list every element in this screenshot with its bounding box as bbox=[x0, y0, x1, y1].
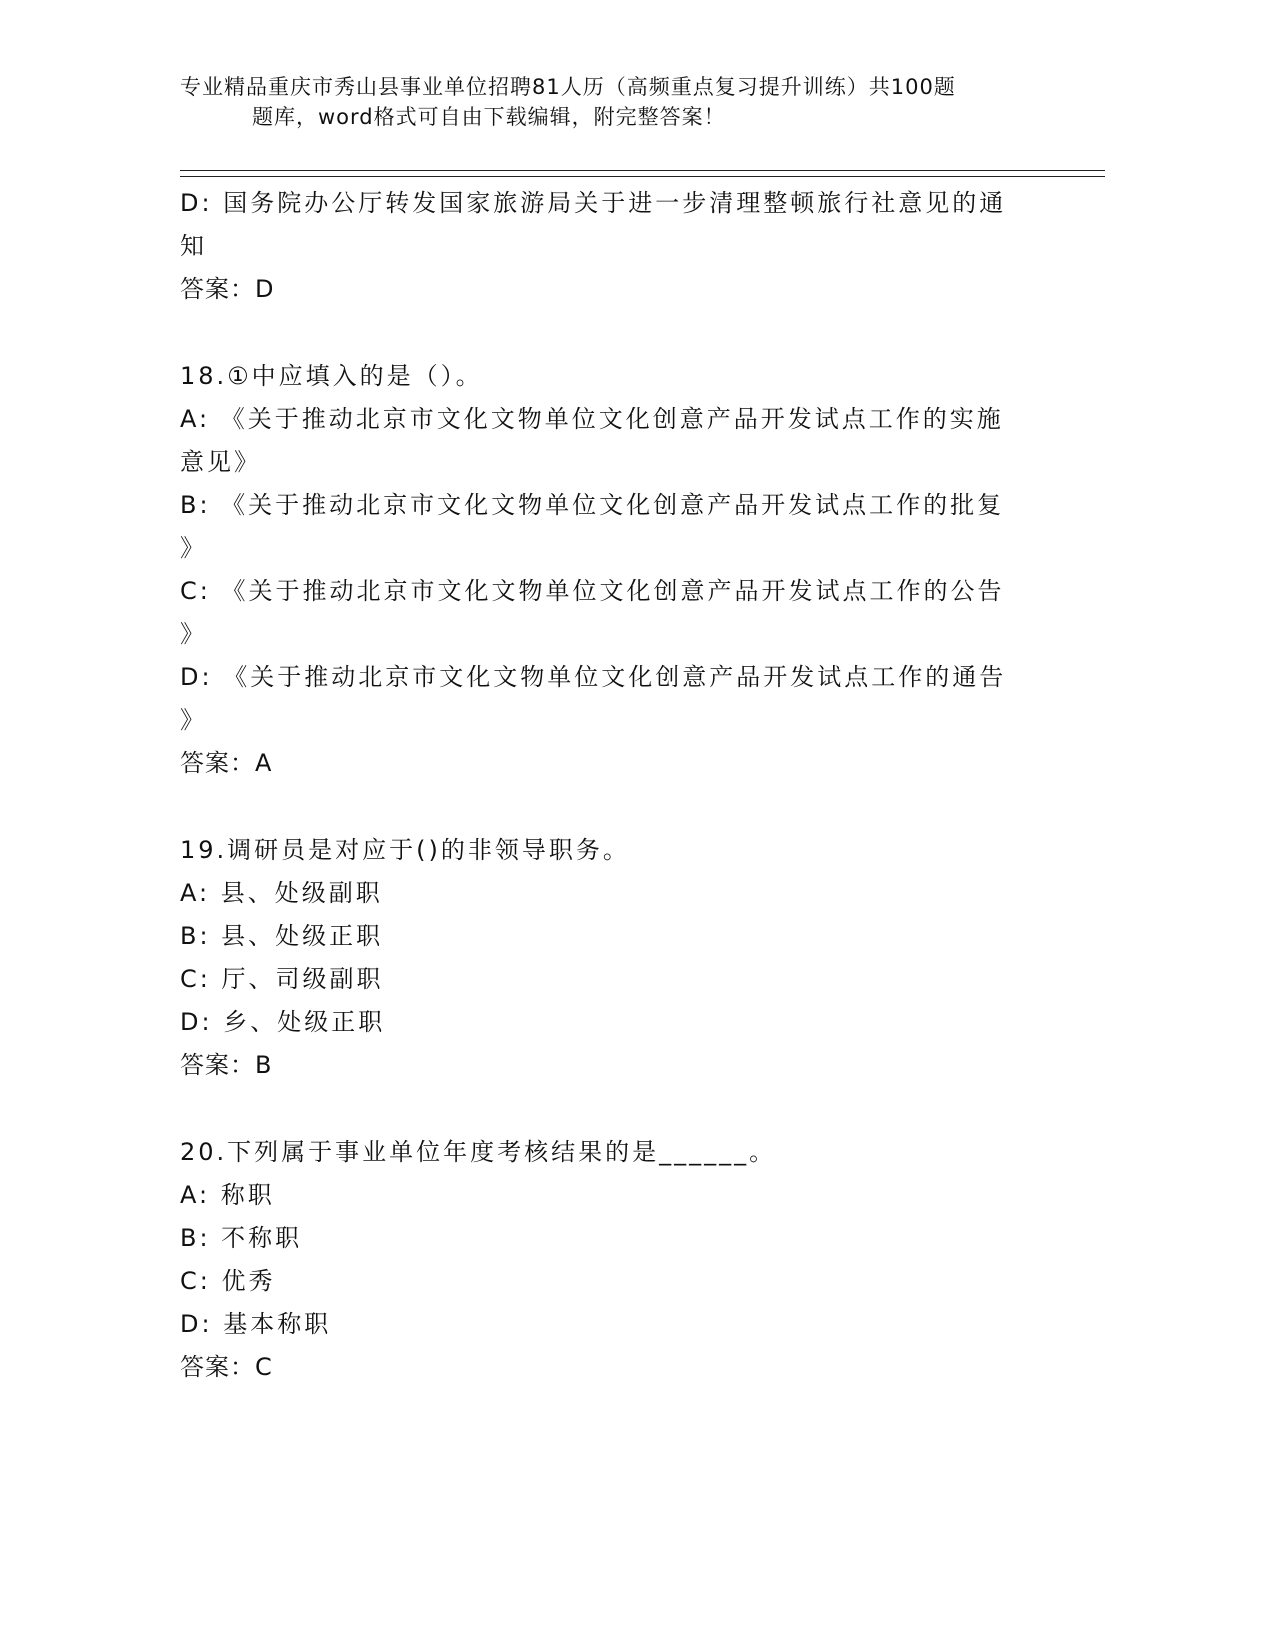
option-d-line2: 》 bbox=[180, 706, 207, 734]
header-divider-bottom bbox=[180, 176, 1105, 177]
option-a-line1: A: 《关于推动北京市文化文物单位文化创意产品开发试点工作的实施 bbox=[180, 405, 1004, 433]
option-c: C: 优秀 bbox=[180, 1267, 276, 1295]
question-content bbox=[180, 182, 1040, 1389]
option-a: A: 称职 bbox=[180, 1181, 275, 1209]
option-b: B: 县、处级正职 bbox=[180, 922, 384, 950]
question-stem: 18.①中应填入的是（）。 bbox=[180, 362, 483, 390]
header-title-line2: 题库，word格式可自由下载编辑，附完整答案！ bbox=[252, 105, 726, 129]
option-d: D: 乡、处级正职 bbox=[180, 1008, 386, 1036]
answer-text: 答案：B bbox=[180, 1051, 273, 1079]
spacer bbox=[180, 785, 1040, 829]
option-b-line2: 》 bbox=[180, 534, 207, 562]
spacer bbox=[180, 1087, 1040, 1131]
header-title-line1: 专业精品重庆市秀山县事业单位招聘81人历（高频重点复习提升训练）共100题 bbox=[180, 75, 956, 99]
option-b: B: 不称职 bbox=[180, 1224, 303, 1252]
question-20 bbox=[180, 1131, 1040, 1389]
question-18 bbox=[180, 355, 1040, 785]
page-header bbox=[180, 72, 1040, 132]
option-c-line2: 》 bbox=[180, 620, 207, 648]
answer-text: 答案：A bbox=[180, 749, 273, 777]
option-d-line1: D: 国务院办公厅转发国家旅游局关于进一步清理整顿旅行社意见的通 bbox=[180, 189, 1007, 217]
question-19 bbox=[180, 829, 1040, 1087]
header-divider-top bbox=[180, 170, 1105, 171]
option-d-line1: D: 《关于推动北京市文化文物单位文化创意产品开发试点工作的通告 bbox=[180, 663, 1007, 691]
option-c: C: 厅、司级副职 bbox=[180, 965, 384, 993]
answer-text: 答案：C bbox=[180, 1353, 273, 1381]
option-d: D: 基本称职 bbox=[180, 1310, 332, 1338]
answer-text: 答案：D bbox=[180, 275, 275, 303]
option-c-line1: C: 《关于推动北京市文化文物单位文化创意产品开发试点工作的公告 bbox=[180, 577, 1005, 605]
option-d-line2: 知 bbox=[180, 232, 207, 260]
question-stem: 20.下列属于事业单位年度考核结果的是______。 bbox=[180, 1138, 777, 1166]
option-b-line1: B: 《关于推动北京市文化文物单位文化创意产品开发试点工作的批复 bbox=[180, 491, 1005, 519]
spacer bbox=[180, 311, 1040, 355]
option-a-line2: 意见》 bbox=[180, 448, 261, 476]
question-stem: 19.调研员是对应于()的非领导职务。 bbox=[180, 836, 630, 864]
option-a: A: 县、处级副职 bbox=[180, 879, 383, 907]
question-17-tail bbox=[180, 182, 1040, 311]
